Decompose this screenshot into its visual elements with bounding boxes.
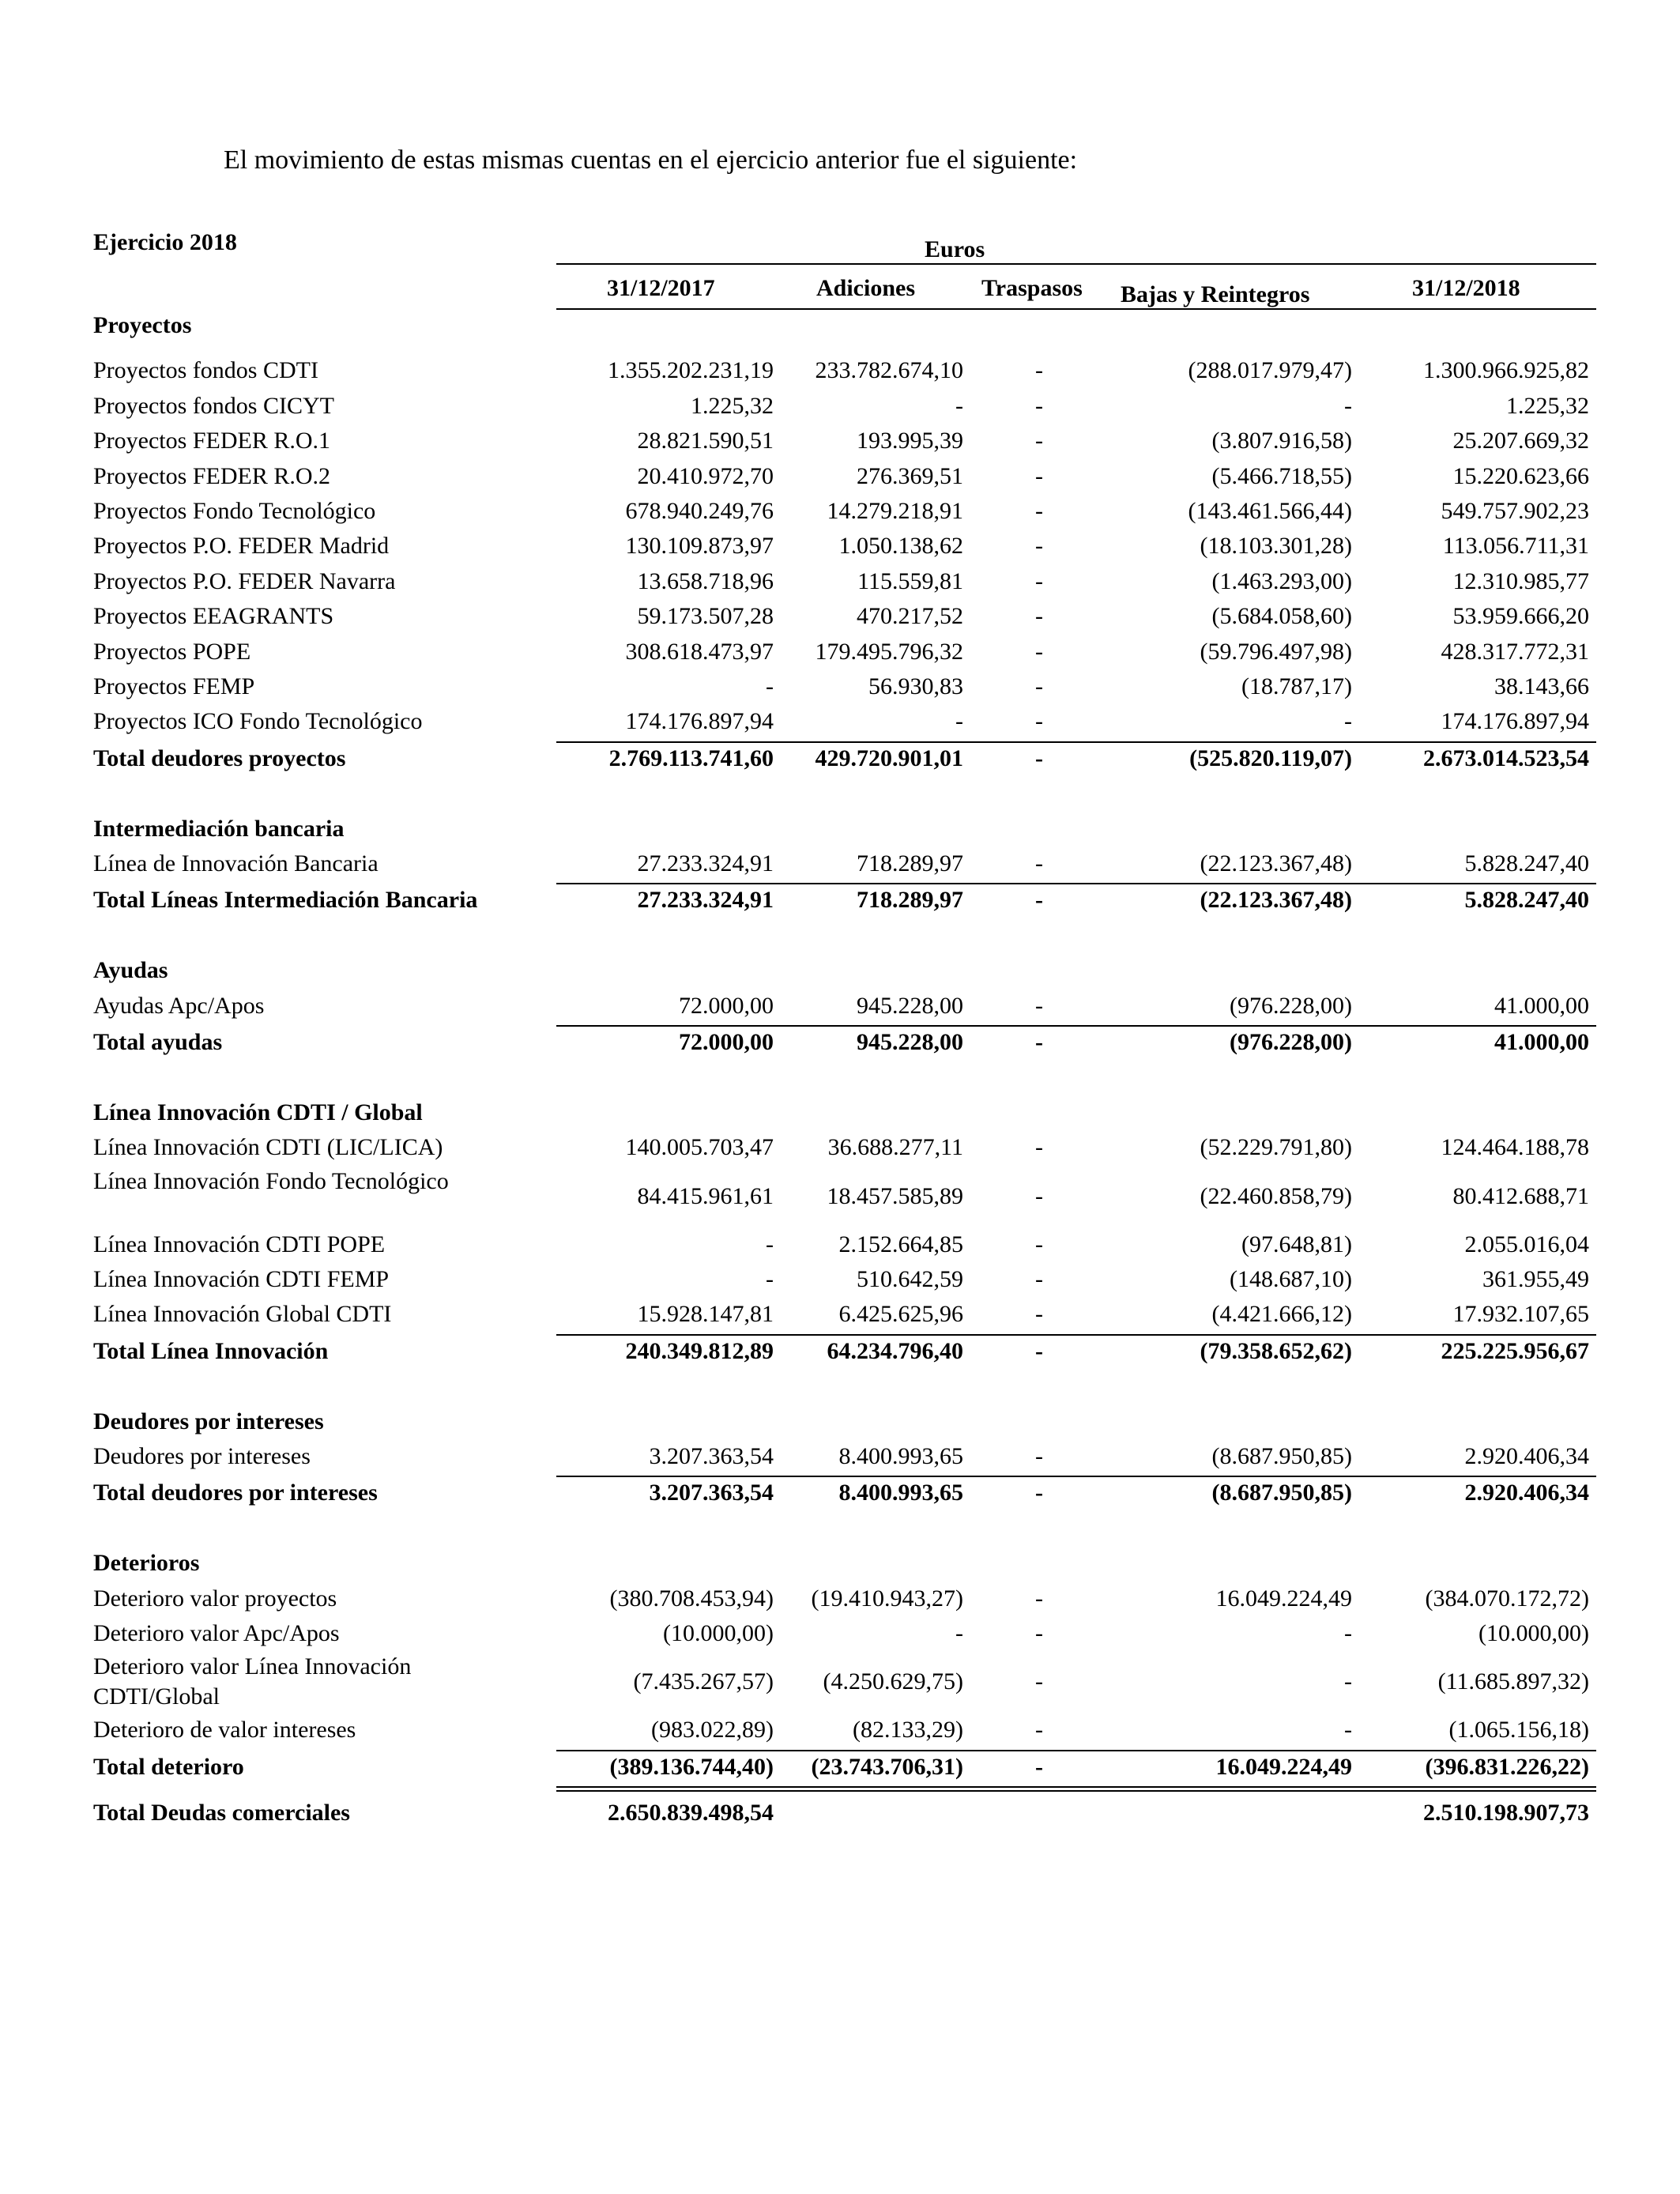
row-label: Línea Innovación CDTI POPE [93, 1231, 386, 1257]
value-2018: 38.143,66 [1494, 673, 1589, 699]
value-2017: (380.708.453,94) [609, 1585, 774, 1612]
value-bajas: (22.460.858,79) [1200, 1182, 1352, 1209]
value-2018: 2.510.198.907,73 [1423, 1800, 1589, 1826]
total-row [0, 1476, 1680, 1510]
value-2018: 113.056.711,31 [1442, 533, 1589, 560]
value-traspasos: - [1035, 462, 1043, 489]
table-row [0, 600, 1680, 633]
value-adiciones: 14.279.218,91 [827, 498, 963, 524]
value-2017: 15.928.147,81 [637, 1301, 774, 1328]
table-row [0, 635, 1680, 669]
value-bajas: (8.687.950,85) [1211, 1480, 1352, 1506]
value-2017: (10.000,00) [663, 1620, 774, 1646]
value-traspasos: - [1035, 498, 1043, 524]
value-2018: (10.000,00) [1478, 1620, 1589, 1646]
value-2017: - [766, 673, 774, 699]
row-label: Proyectos [93, 312, 192, 338]
value-bajas: (8.687.950,85) [1211, 1443, 1352, 1469]
table-row [0, 1167, 1680, 1227]
table-row [0, 1263, 1680, 1296]
value-2017: 13.658.718,96 [637, 567, 774, 594]
row-label: Deudores por intereses [93, 1408, 324, 1434]
table-row [0, 1617, 1680, 1650]
value-2017: (389.136.744,40) [609, 1753, 774, 1780]
value-2018: (384.070.172,72) [1425, 1585, 1589, 1612]
value-adiciones: 6.425.625,96 [838, 1301, 963, 1328]
table-row [0, 1228, 1680, 1261]
value-adiciones: 2.152.664,85 [838, 1231, 963, 1257]
value-2018: 25.207.669,32 [1452, 428, 1589, 454]
row-label: Total Líneas Intermediación Bancaria [93, 887, 478, 914]
value-bajas: - [1344, 1717, 1352, 1744]
table-row [0, 1131, 1680, 1164]
value-2018: 225.225.956,67 [1441, 1337, 1589, 1364]
table-row [0, 424, 1680, 458]
row-label: Deterioro de valor intereses [93, 1717, 356, 1744]
value-adiciones: 718.289,97 [857, 887, 963, 914]
row-label: Total Deudas comerciales [93, 1800, 350, 1826]
row-label: Proyectos Fondo Tecnológico [93, 498, 376, 524]
value-2017: 3.207.363,54 [649, 1443, 774, 1469]
value-traspasos: - [1035, 1231, 1043, 1257]
row-label: Total ayudas [93, 1029, 223, 1055]
value-2018: 2.920.406,34 [1464, 1443, 1589, 1469]
value-2017: 59.173.507,28 [637, 603, 774, 630]
value-2017: 240.349.812,89 [625, 1337, 774, 1364]
value-bajas: (59.796.497,98) [1200, 638, 1352, 665]
intro-text: El movimiento de estas mismas cuentas en el ejercicio anterior fue el siguiente: [224, 145, 1078, 175]
value-2018: (11.685.897,32) [1437, 1668, 1589, 1695]
value-traspasos: - [1035, 1266, 1043, 1292]
table-row [0, 530, 1680, 563]
value-2017: 20.410.972,70 [637, 462, 774, 489]
value-adiciones: - [955, 392, 963, 419]
value-bajas: - [1344, 1668, 1352, 1695]
value-2018: 53.959.666,20 [1452, 603, 1589, 630]
value-traspasos: - [1035, 357, 1043, 384]
value-2017: - [766, 1231, 774, 1257]
value-bajas: (97.648,81) [1241, 1231, 1352, 1257]
value-traspasos: - [1035, 992, 1043, 1019]
value-adiciones: 945.228,00 [857, 992, 963, 1019]
value-2017: 174.176.897,94 [625, 708, 774, 735]
value-adiciones: 429.720.901,01 [815, 745, 963, 771]
row-label: Línea Innovación Fondo Tecnológico [93, 1167, 449, 1194]
total-row [0, 884, 1680, 917]
col-header-2017: 31/12/2017 [607, 275, 715, 301]
value-bajas: - [1344, 708, 1352, 735]
table-row [0, 1298, 1680, 1331]
row-label: Deterioro valor Apc/Apos [93, 1620, 340, 1646]
total-row [0, 1335, 1680, 1368]
table-row [0, 990, 1680, 1023]
row-label: Total deterioro [93, 1753, 244, 1780]
value-traspasos: - [1035, 850, 1043, 876]
euros-header: Euros [925, 236, 985, 262]
value-bajas: (976.228,00) [1230, 992, 1352, 1019]
value-bajas: (79.358.652,62) [1200, 1337, 1352, 1364]
row-label: Deudores por intereses [93, 1443, 311, 1469]
value-adiciones: 233.782.674,10 [815, 357, 963, 384]
value-2017: 84.415.961,61 [637, 1182, 774, 1209]
value-traspasos: - [1035, 1620, 1043, 1646]
value-adiciones: 18.457.585,89 [827, 1182, 963, 1209]
value-traspasos: - [1035, 1134, 1043, 1161]
value-adiciones: 276.369,51 [857, 462, 963, 489]
value-adiciones: - [955, 1620, 963, 1646]
row-label: Deterioro valor Línea Innovación CDTI/Global [93, 1653, 412, 1710]
table-row [0, 390, 1680, 423]
value-2017: (983.022,89) [651, 1717, 774, 1744]
value-adiciones: 1.050.138,62 [838, 533, 963, 560]
value-2018: 80.412.688,71 [1452, 1182, 1589, 1209]
value-2018: 41.000,00 [1494, 992, 1589, 1019]
row-label: Ayudas [93, 957, 168, 984]
table-row [0, 705, 1680, 738]
value-2018: 1.225,32 [1506, 392, 1589, 419]
row-label: Línea Innovación Global CDTI [93, 1301, 392, 1328]
value-traspasos: - [1035, 673, 1043, 699]
col-header-adiciones: Adiciones [816, 275, 916, 301]
section-title [0, 954, 1680, 987]
value-bajas: (52.229.791,80) [1200, 1134, 1352, 1161]
total-row [0, 742, 1680, 775]
value-bajas: (288.017.979,47) [1188, 357, 1352, 384]
col-header-bajas: Bajas y Reintegros [1121, 281, 1310, 307]
col-header-2018: 31/12/2018 [1412, 275, 1520, 301]
row-label: Proyectos P.O. FEDER Madrid [93, 533, 390, 560]
row-label: Proyectos FEDER R.O.1 [93, 428, 330, 454]
value-traspasos: - [1035, 1182, 1043, 1209]
ejercicio-label: Ejercicio 2018 [93, 229, 237, 255]
grand-total-rule-2 [556, 1790, 1596, 1792]
value-2017: 308.618.473,97 [625, 638, 774, 665]
col-header-traspasos: Traspasos [981, 275, 1083, 301]
value-adiciones: 470.217,52 [857, 603, 963, 630]
total-row [0, 1026, 1680, 1059]
row-label: Total deudores proyectos [93, 745, 346, 771]
value-2018: 549.757.902,23 [1441, 498, 1589, 524]
table-row [0, 1652, 1680, 1712]
value-2018: 5.828.247,40 [1464, 850, 1589, 876]
value-adiciones: - [955, 708, 963, 735]
value-2018: 2.673.014.523,54 [1423, 745, 1589, 771]
value-2018: 124.464.188,78 [1441, 1134, 1589, 1161]
grand-total-row [0, 1796, 1680, 1830]
row-label: Proyectos FEMP [93, 673, 255, 699]
value-bajas: 16.049.224,49 [1215, 1585, 1352, 1612]
value-traspasos: - [1035, 1668, 1043, 1695]
value-traspasos: - [1035, 1585, 1043, 1612]
table-row [0, 1440, 1680, 1473]
value-bajas: (3.807.916,58) [1211, 428, 1352, 454]
value-2017: - [766, 1266, 774, 1292]
value-2018: (396.831.226,22) [1425, 1753, 1589, 1780]
value-adiciones: (82.133,29) [853, 1717, 963, 1744]
table-row [0, 670, 1680, 703]
table-row [0, 565, 1680, 598]
value-adiciones: 36.688.277,11 [827, 1134, 963, 1161]
value-2017: 27.233.324,91 [637, 850, 774, 876]
value-adiciones: 64.234.796,40 [827, 1337, 963, 1364]
value-2017: 28.821.590,51 [637, 428, 774, 454]
value-2017: 72.000,00 [679, 992, 774, 1019]
value-bajas: (1.463.293,00) [1211, 567, 1352, 594]
row-label: Línea de Innovación Bancaria [93, 850, 379, 876]
value-adiciones: 718.289,97 [857, 850, 963, 876]
value-traspasos: - [1035, 1337, 1043, 1364]
row-label: Proyectos EEAGRANTS [93, 603, 334, 630]
section-title [0, 1547, 1680, 1580]
value-2017: 2.769.113.741,60 [608, 745, 774, 771]
value-bajas: (5.466.718,55) [1211, 462, 1352, 489]
value-bajas: (525.820.119,07) [1189, 745, 1352, 771]
value-adiciones: (23.743.706,31) [811, 1753, 963, 1780]
section-title [0, 1096, 1680, 1129]
row-label: Línea Innovación CDTI FEMP [93, 1266, 390, 1292]
value-adiciones: 8.400.993,65 [838, 1480, 963, 1506]
value-traspasos: - [1035, 708, 1043, 735]
row-label: Proyectos ICO Fondo Tecnológico [93, 708, 423, 735]
value-2018: 41.000,00 [1494, 1029, 1589, 1055]
euros-rule [556, 263, 1596, 265]
row-label: Proyectos fondos CICYT [93, 392, 334, 419]
value-adiciones: 945.228,00 [857, 1029, 963, 1055]
section-title [0, 309, 1680, 342]
grand-total-rule-1 [556, 1786, 1596, 1788]
value-traspasos: - [1035, 428, 1043, 454]
value-bajas: - [1344, 1620, 1352, 1646]
row-label: Total deudores por intereses [93, 1480, 378, 1506]
value-bajas: (5.684.058,60) [1211, 603, 1352, 630]
value-2018: 174.176.897,94 [1441, 708, 1589, 735]
value-traspasos: - [1035, 638, 1043, 665]
row-label: Intermediación bancaria [93, 815, 345, 842]
row-label: Ayudas Apc/Apos [93, 992, 265, 1019]
value-2018: (1.065.156,18) [1448, 1717, 1589, 1744]
row-label: Línea Innovación CDTI (LIC/LICA) [93, 1134, 443, 1161]
value-2017: 72.000,00 [679, 1029, 774, 1055]
value-adiciones: 56.930,83 [868, 673, 963, 699]
value-bajas: (143.461.566,44) [1188, 498, 1352, 524]
value-2017: 27.233.324,91 [637, 887, 774, 914]
row-label: Deterioro valor proyectos [93, 1585, 337, 1612]
table-row [0, 1582, 1680, 1615]
value-2017: 140.005.703,47 [625, 1134, 774, 1161]
value-bajas: (4.421.666,12) [1211, 1301, 1352, 1328]
value-traspasos: - [1035, 1717, 1043, 1744]
value-adiciones: 179.495.796,32 [815, 638, 963, 665]
value-traspasos: - [1035, 745, 1043, 771]
row-label: Proyectos fondos CDTI [93, 357, 318, 384]
table-row [0, 847, 1680, 880]
value-bajas: (148.687,10) [1230, 1266, 1352, 1292]
table-row [0, 1713, 1680, 1747]
value-2017: 678.940.249,76 [625, 498, 774, 524]
value-2018: 15.220.623,66 [1452, 462, 1589, 489]
value-traspasos: - [1035, 603, 1043, 630]
value-2017: 130.109.873,97 [625, 533, 774, 560]
value-2018: 12.310.985,77 [1452, 567, 1589, 594]
value-2018: 428.317.772,31 [1441, 638, 1589, 665]
value-traspasos: - [1035, 1480, 1043, 1506]
section-title [0, 812, 1680, 846]
value-bajas: (22.123.367,48) [1200, 850, 1352, 876]
value-traspasos: - [1035, 1443, 1043, 1469]
row-label: Proyectos POPE [93, 638, 251, 665]
value-traspasos: - [1035, 887, 1043, 914]
section-title [0, 1405, 1680, 1438]
row-label: Proyectos P.O. FEDER Navarra [93, 567, 396, 594]
value-2018: 2.055.016,04 [1464, 1231, 1589, 1257]
value-2017: 3.207.363,54 [649, 1480, 774, 1506]
value-2018: 1.300.966.925,82 [1423, 357, 1589, 384]
value-2018: 2.920.406,34 [1464, 1480, 1589, 1506]
table-row [0, 460, 1680, 493]
row-label: Total Línea Innovación [93, 1337, 329, 1364]
value-2017: 1.355.202.231,19 [608, 357, 774, 384]
table-row [0, 354, 1680, 387]
value-traspasos: - [1035, 1301, 1043, 1328]
value-2018: 17.932.107,65 [1452, 1301, 1589, 1328]
value-2017: 2.650.839.498,54 [608, 1800, 774, 1826]
row-label: Deterioros [93, 1550, 200, 1577]
value-adiciones: 193.995,39 [857, 428, 963, 454]
value-bajas: - [1344, 392, 1352, 419]
row-label: Línea Innovación CDTI / Global [93, 1099, 423, 1125]
value-adiciones: 115.559,81 [857, 567, 963, 594]
value-2017: 1.225,32 [691, 392, 774, 419]
value-bajas: (976.228,00) [1230, 1029, 1352, 1055]
table-row [0, 495, 1680, 528]
value-2018: 361.955,49 [1482, 1266, 1589, 1292]
total-row [0, 1751, 1680, 1784]
value-bajas: (22.123.367,48) [1200, 887, 1352, 914]
value-adiciones: (4.250.629,75) [823, 1668, 963, 1695]
value-traspasos: - [1035, 1753, 1043, 1780]
row-label: Proyectos FEDER R.O.2 [93, 462, 330, 489]
value-bajas: 16.049.224,49 [1215, 1753, 1352, 1780]
value-traspasos: - [1035, 1029, 1043, 1055]
value-traspasos: - [1035, 533, 1043, 560]
value-bajas: (18.787,17) [1241, 673, 1352, 699]
value-2018: 5.828.247,40 [1464, 887, 1589, 914]
value-bajas: (18.103.301,28) [1200, 533, 1352, 560]
value-traspasos: - [1035, 567, 1043, 594]
value-adiciones: 8.400.993,65 [838, 1443, 963, 1469]
value-adiciones: 510.642,59 [857, 1266, 963, 1292]
value-adiciones: (19.410.943,27) [811, 1585, 963, 1612]
value-traspasos: - [1035, 392, 1043, 419]
value-2017: (7.435.267,57) [633, 1668, 774, 1695]
